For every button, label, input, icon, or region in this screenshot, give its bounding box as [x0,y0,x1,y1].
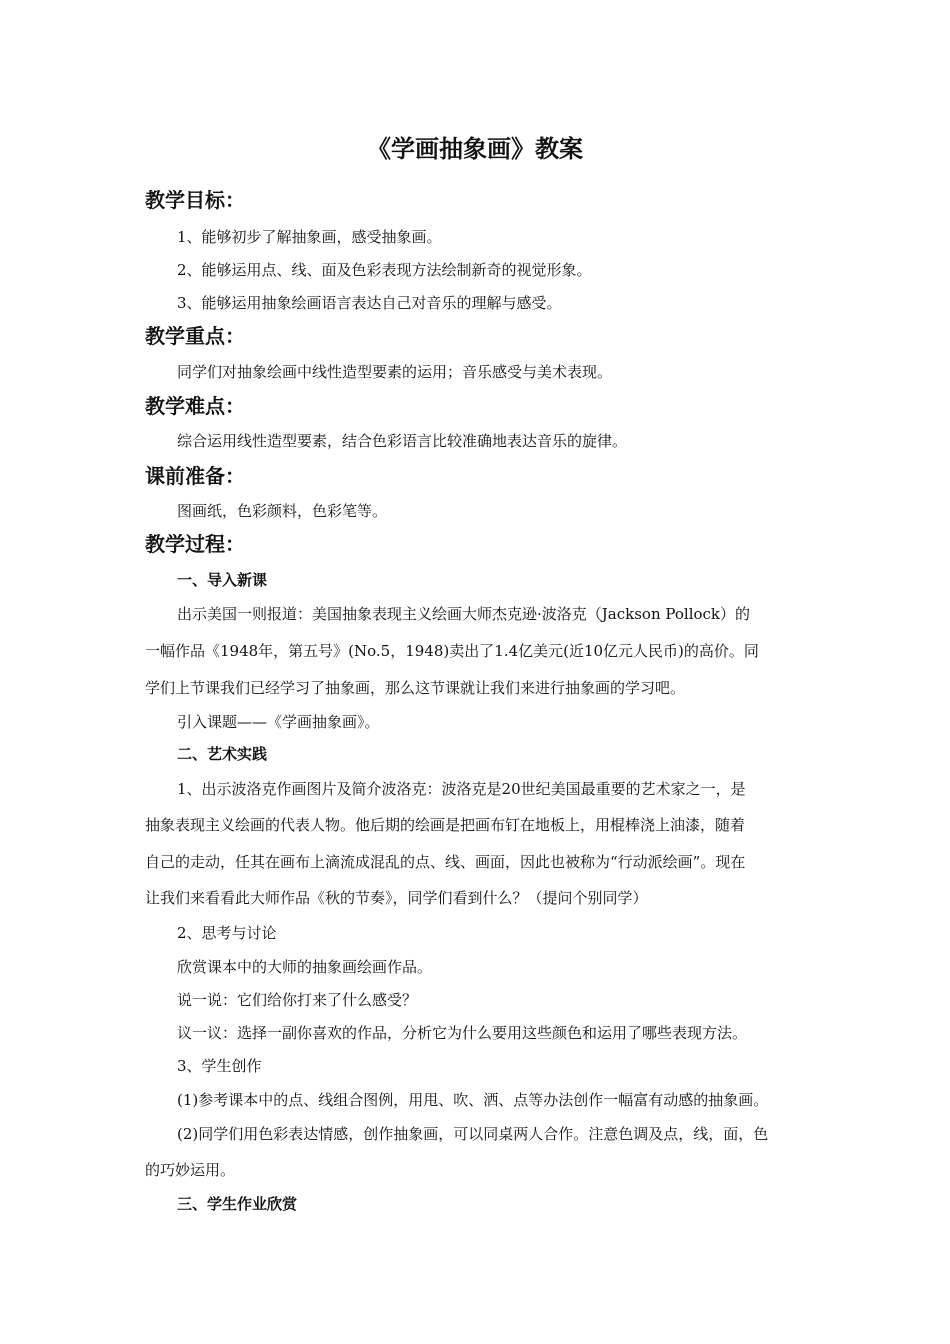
part1-intro: 引入课题——《学画抽象画》。 [177,713,380,731]
heading-difficulty: 教学难点： [145,394,245,418]
discuss-item-2: 说一说：它们给你打来了什么感受？ [177,991,418,1009]
create-title: 3、学生创作 [177,1057,262,1075]
prep-text: 图画纸，色彩颜料，色彩笔等。 [177,502,388,520]
goal-item-1: 1、能够初步了解抽象画，感受抽象画。 [177,228,442,246]
part2-line-2: 抽象表现主义绘画的代表人物。他后期的绘画是把画布钉在地板上，用棍棒浇上油漆，随着 [145,816,746,834]
create-item-2-line-2: 的巧妙运用。 [145,1161,236,1179]
discuss-item-3: 议一议：选择一副你喜欢的作品，分析它为什么要用这些颜色和运用了哪些表现方法。 [177,1024,748,1042]
heading-goals: 教学目标： [145,188,245,212]
difficulty-text: 综合运用线性造型要素，结合色彩语言比较准确地表达音乐的旋律。 [177,432,628,450]
create-item-1: (1)参考课本中的点、线组合图例，用甩、吹、洒、点等办法创作一幅富有动感的抽象画。 [177,1091,769,1109]
part2-title: 二、艺术实践 [177,745,268,763]
document-title: 《学画抽象画》教案 [367,135,583,163]
part1-line-3: 学们上节课我们已经学习了抽象画，那么这节课就让我们来进行抽象画的学习吧。 [145,679,686,697]
create-item-2-line-1: (2)同学们用色彩表达情感，创作抽象画，可以同桌两人合作。注意色调及点，线，面，色 [177,1125,769,1143]
discuss-title: 2、思考与讨论 [177,924,277,942]
heading-prep: 课前准备： [145,464,245,488]
heading-process: 教学过程： [145,532,245,556]
part2-line-3: 自己的走动，任其在画布上滴流成混乱的点、线、画面，因此也被称为“行动派绘画”。现在 [145,853,746,871]
part1-line-1: 出示美国一则报道：美国抽象表现主义绘画大师杰克逊·波洛克（Jackson Pollock）的 [177,605,751,623]
goal-item-2: 2、能够运用点、线、面及色彩表现方法绘制新奇的视觉形象。 [177,261,592,279]
part2-line-4: 让我们来看看此大师作品《秋的节奏》，同学们看到什么？（提问个别同学） [145,889,648,907]
discuss-item-1: 欣赏课本中的大师的抽象画绘画作品。 [177,958,433,976]
part3-title: 三、学生作业欣赏 [177,1195,298,1213]
part1-line-2: 一幅作品《1948年，第五号》(No.5，1948)卖出了1.4亿美元(近10亿元人民币)的高价。同 [145,642,759,660]
part2-line-1: 1、出示波洛克作画图片及简介波洛克：波洛克是20世纪美国最重要的艺术家之一，是 [177,780,746,798]
key-text: 同学们对抽象绘画中线性造型要素的运用；音乐感受与美术表现。 [177,363,613,381]
goal-item-3: 3、能够运用抽象绘画语言表达自己对音乐的理解与感受。 [177,294,562,312]
heading-key: 教学重点： [145,324,245,348]
part1-title: 一、导入新课 [177,571,268,589]
